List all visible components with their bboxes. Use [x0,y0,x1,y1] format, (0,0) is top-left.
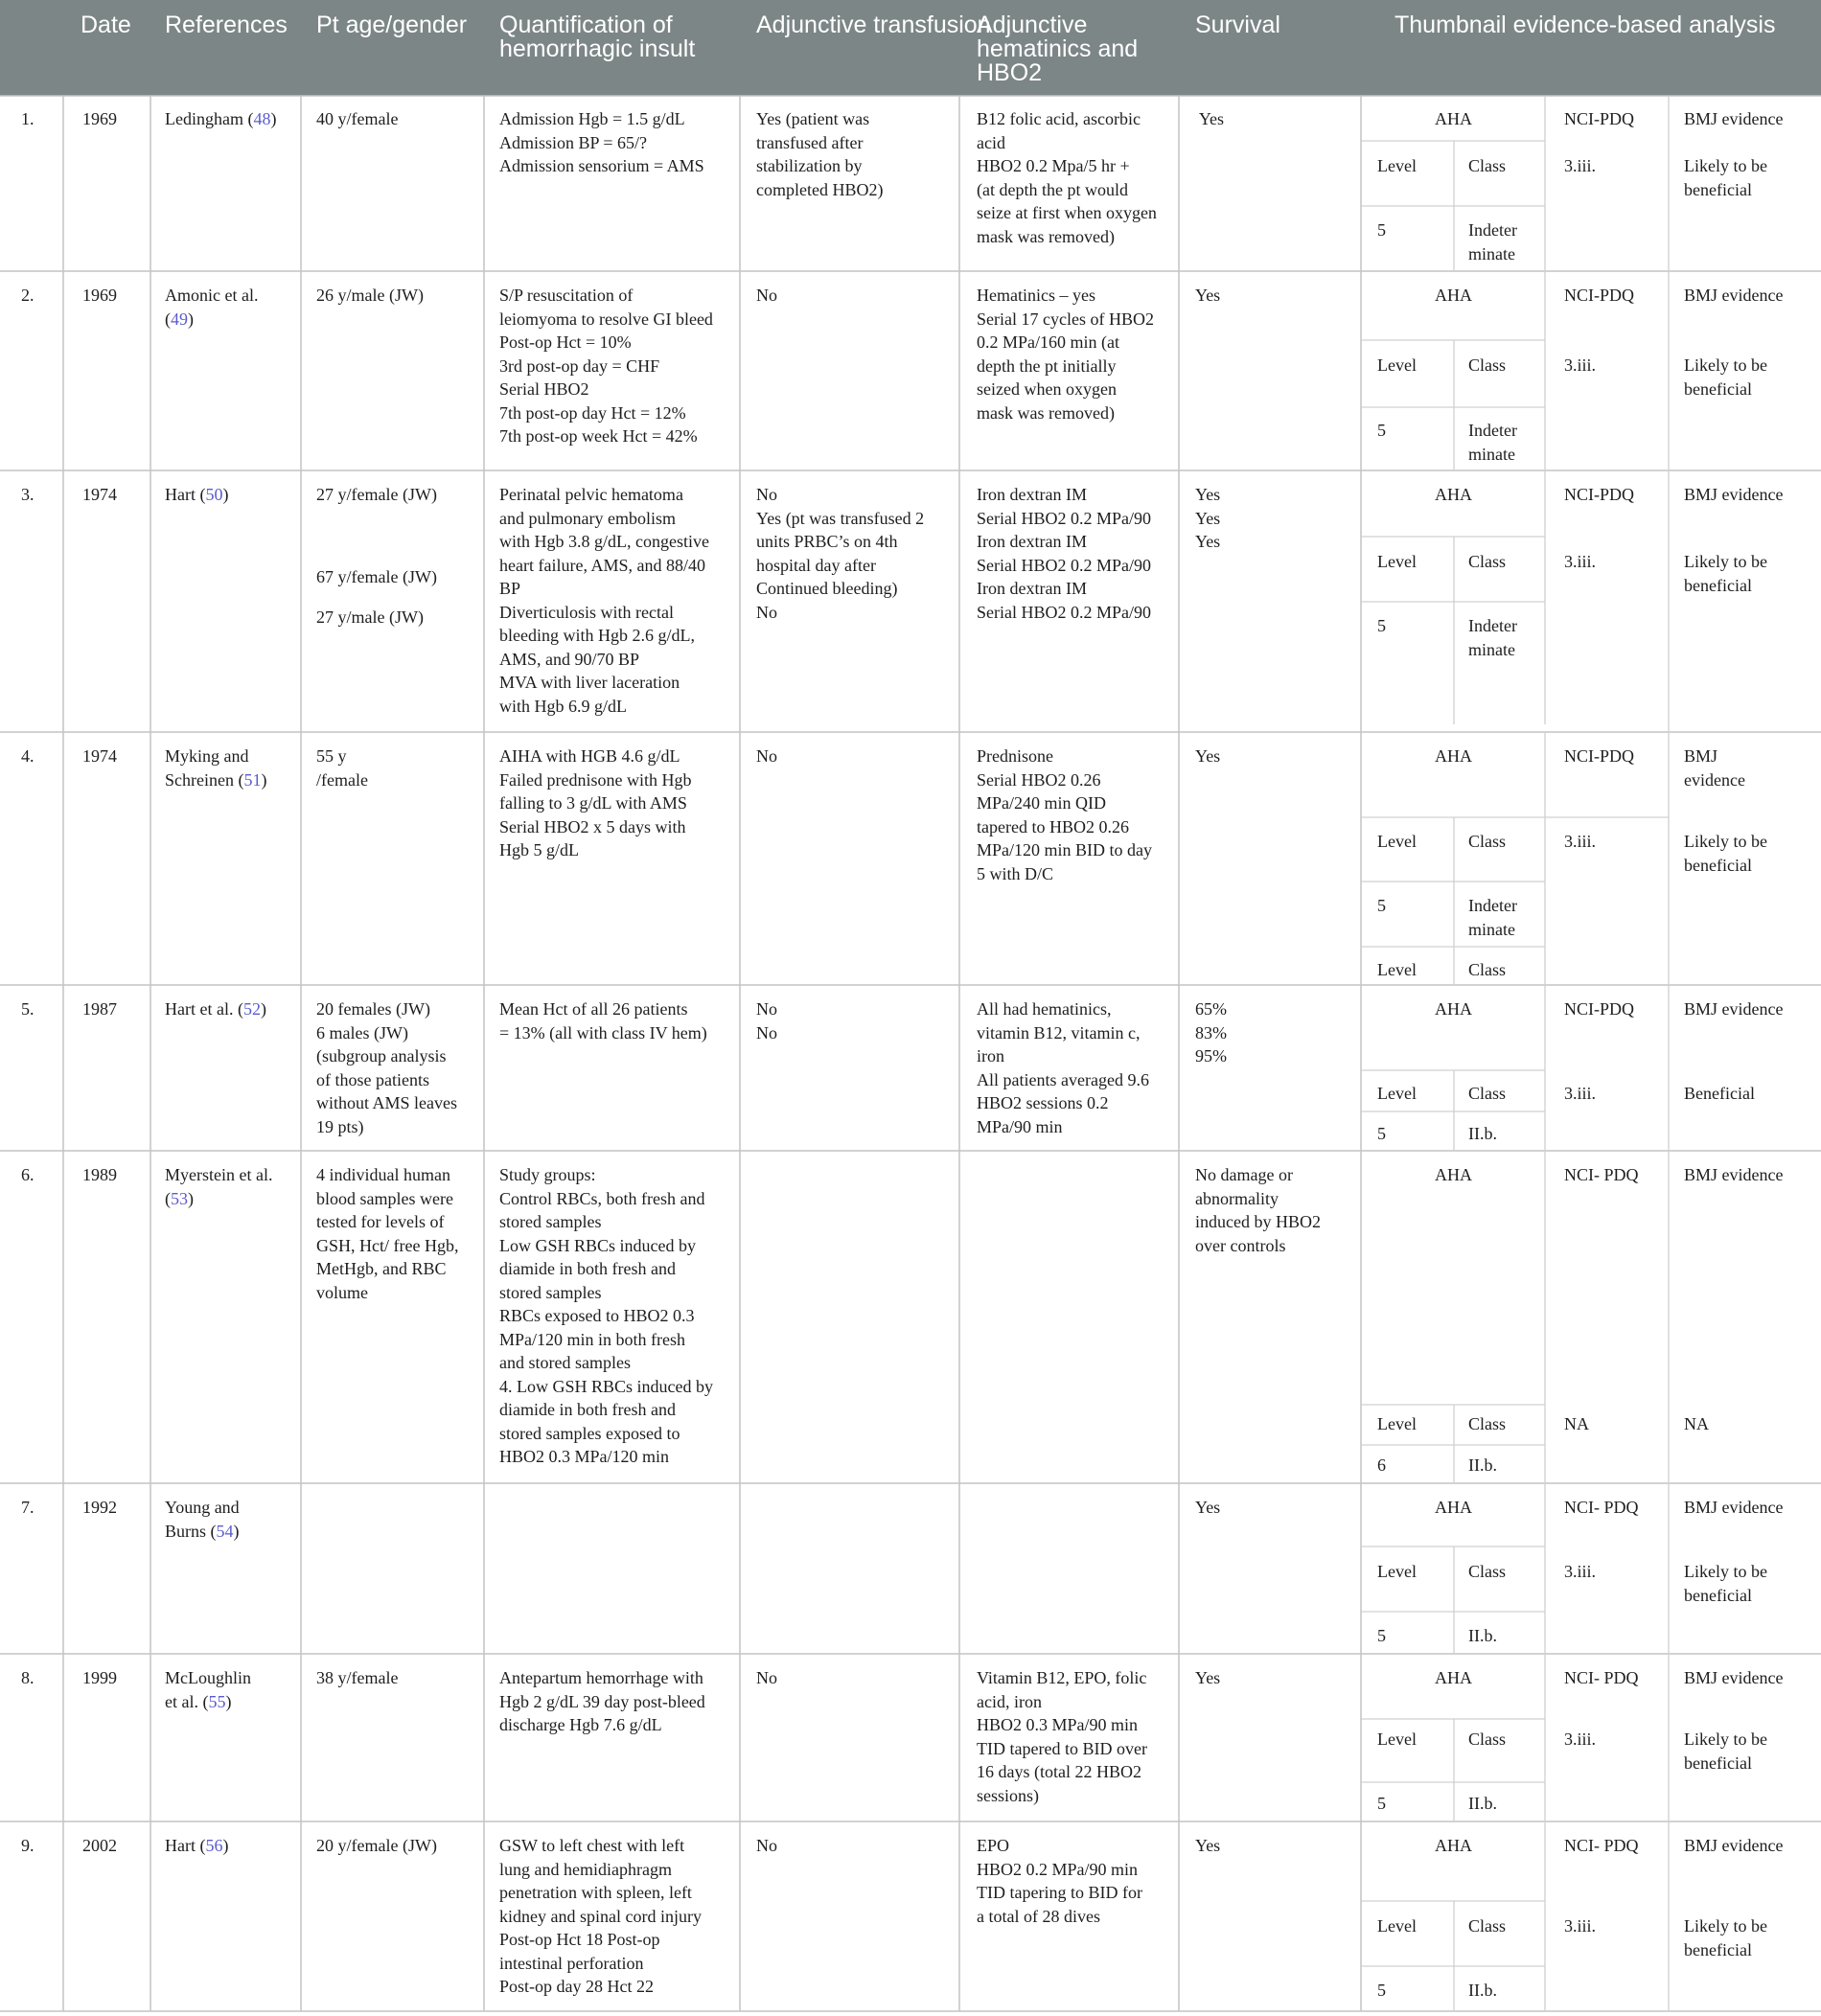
aha-label: AHA [1435,1836,1472,1855]
row-quantification: Antepartum hemorrhage with Hgb 2 g/dL 39 day post-bleed discharge Hgb 7.6 g/dL [499,1668,705,1734]
class-label: Class [1468,1730,1507,1749]
reference-link[interactable]: 48 [253,109,271,128]
row-pt-age-gender: 20 y/female (JW) [316,1836,437,1855]
row-date: 1992 [82,1498,117,1517]
level-label: Level [1377,832,1417,851]
row-reference: Amonic et al. (49) [165,286,259,329]
row-number: 4. [21,746,35,766]
reference-link[interactable]: 56 [205,1836,223,1855]
row-date: 1999 [82,1668,117,1687]
aha-label: AHA [1435,286,1472,305]
aha-label: AHA [1435,746,1472,766]
header-adjunctive-transfusion: Adjunctive transfusion [756,11,991,38]
row-pt-age-gender: 38 y/female [316,1668,399,1687]
row-quantification: Mean Hct of all 26 patients = 13% (all with class IV hem) [499,999,707,1042]
row-hematinics: All had hematinics, vitamin B12, vitamin c, iron All patients averaged 9.6 HBO2 sessions 0.2 MPa/90 min [977,999,1149,1136]
row-quantification: Admission Hgb = 1.5 g/dL Admission BP = 65/? Admission sensorium = AMS [499,109,704,175]
nci-pdq-label: NCI-PDQ [1564,485,1635,504]
row-transfusion: No [756,286,777,305]
bmj-evidence-label: BMJ evidence [1684,746,1745,790]
row-reference: Hart (50) [165,485,229,504]
bmj-evidence-value: NA [1684,1414,1709,1433]
row-reference: McLoughlin et al. (55) [165,1668,251,1711]
row-pt-age-gender: 4 individual human blood samples were tested for levels of GSH, Hct/ free Hgb, MetHgb, and RBC volume [316,1165,459,1302]
header-thumbnail-analysis: Thumbnail evidence-based analysis [1395,11,1776,38]
bmj-evidence-label: BMJ evidence [1684,286,1784,305]
row-number: 3. [21,485,35,504]
row-transfusion: No [756,1836,777,1855]
level-label: Level [1377,960,1417,979]
row-number: 1. [21,109,35,128]
bmj-evidence-value: Beneficial [1684,1084,1755,1103]
row-transfusion: No [756,746,777,766]
class-value: Indeter minate [1468,896,1517,939]
nci-pdq-label: NCI-PDQ [1564,746,1635,766]
aha-label: AHA [1435,1668,1472,1687]
class-value: II.b. [1468,1626,1497,1645]
row-quantification: GSW to left chest with left lung and hemidiaphragm penetration with spleen, left kidney and spinal cord injury Post-op Hct 18 Post-op intestinal perforation Post-op day 28 Hct 22 [499,1836,702,1996]
row-quantification: S/P resuscitation of leiomyoma to resolve GI bleed Post-op Hct = 10% 3rd post-op day = CHF Serial HBO2 7th post-op day Hct = 12% 7th post-op week Hct = 42% [499,286,713,446]
level-label: Level [1377,1414,1417,1433]
row-survival: Yes [1195,1836,1221,1855]
row-transfusion: No [756,1668,777,1687]
row-date: 1974 [82,746,117,766]
row-reference: Hart (56) [165,1836,229,1855]
nci-pdq-label: NCI- PDQ [1564,1165,1639,1184]
nci-pdq-value: 3.iii. [1564,156,1597,175]
row-number: 6. [21,1165,35,1184]
class-value: Indeter minate [1468,220,1517,263]
aha-label: AHA [1435,1165,1472,1184]
reference-link[interactable]: 49 [171,309,188,329]
row-transfusion: No Yes (pt was transfused 2 units PRBC’s on 4th hospital day after Continued bleeding) No [756,485,925,622]
header-references: References [165,11,288,38]
row-hematinics: Hematinics – yes Serial 17 cycles of HBO2 0.2 MPa/160 min (at depth the pt initially seized when oxygen mask was removed) [977,286,1154,423]
row-pt-age-gender: 26 y/male (JW) [316,286,424,305]
row-pt-age-gender: 20 females (JW) 6 males (JW) (subgroup analysis of those patients without AMS leaves 19 pts) [316,999,457,1136]
aha-label: AHA [1435,1498,1472,1517]
header-quantification: Quantification of hemorrhagic insult [499,11,696,62]
nci-pdq-value: 3.iii. [1564,552,1597,571]
class-label: Class [1468,1414,1507,1433]
reference-link[interactable]: 54 [216,1521,234,1541]
level-label: Level [1377,1916,1417,1936]
row-number: 9. [21,1836,35,1855]
level-value: 6 [1377,1455,1386,1475]
class-label: Class [1468,1916,1507,1936]
row-date: 1989 [82,1165,117,1184]
row-date: 1987 [82,999,117,1019]
bmj-evidence-label: BMJ evidence [1684,109,1784,128]
reference-link[interactable]: 53 [171,1188,188,1208]
header-adjunctive-hematinics: Adjunctive hematinics and HBO2 [977,11,1139,86]
row-reference: Hart et al. (52) [165,999,266,1019]
row-survival: 65% 83% 95% [1195,999,1227,1065]
row-number: 2. [21,286,35,305]
bmj-evidence-label: BMJ evidence [1684,485,1784,504]
class-value: Indeter minate [1468,421,1517,464]
row-hematinics: B12 folic acid, ascorbic acid HBO2 0.2 Mpa/5 hr + (at depth the pt would seize at first when oxygen mask was removed) [977,109,1157,246]
row-survival: Yes [1195,286,1221,305]
row-pt-age-gender: 55 y /female [316,746,368,790]
nci-pdq-label: NCI- PDQ [1564,1836,1639,1855]
nci-pdq-value: 3.iii. [1564,832,1597,851]
row-survival: No damage or abnormality induced by HBO2 over controls [1195,1165,1321,1255]
nci-pdq-value: NA [1564,1414,1589,1433]
row-number: 8. [21,1668,35,1687]
nci-pdq-value: 3.iii. [1564,1916,1597,1936]
row-survival: Yes [1195,1498,1221,1517]
row-quantification: Study groups: Control RBCs, both fresh and stored samples Low GSH RBCs induced by diamide in both fresh and stored samples RBCs exposed to HBO2 0.3 MPa/120 min in both fresh and stored samples 4. Low GSH RBCs induced by diamide in both fresh and stored samples exposed to HBO2 0.3 MPa/120 min [499,1165,714,1466]
nci-pdq-label: NCI- PDQ [1564,1668,1639,1687]
nci-pdq-label: NCI-PDQ [1564,286,1635,305]
row-hematinics: Prednisone Serial HBO2 0.26 MPa/240 min QID tapered to HBO2 0.26 MPa/120 min BID to day 5 with D/C [977,746,1152,883]
bmj-evidence-value: Likely to be beneficial [1684,832,1767,875]
nci-pdq-value: 3.iii. [1564,1562,1597,1581]
level-value: 5 [1377,421,1386,440]
row-survival: Yes Yes Yes [1195,485,1221,551]
bmj-evidence-value: Likely to be beneficial [1684,552,1767,595]
header-survival: Survival [1195,11,1280,38]
class-value: II.b. [1468,1981,1497,2000]
class-label: Class [1468,832,1507,851]
level-value: 5 [1377,1626,1386,1645]
nci-pdq-label: NCI-PDQ [1564,109,1635,128]
row-hematinics: Iron dextran IM Serial HBO2 0.2 MPa/90 Iron dextran IM Serial HBO2 0.2 MPa/90 Iron dextran IM Serial HBO2 0.2 MPa/90 [977,485,1151,622]
class-value: Indeter minate [1468,616,1517,659]
nci-pdq-label: NCI- PDQ [1564,1498,1639,1517]
level-value: 5 [1377,1794,1386,1813]
row-pt-age-gender: 27 y/male (JW) [316,607,424,627]
reference-link[interactable]: 55 [208,1691,226,1711]
level-value: 5 [1377,220,1386,240]
bmj-evidence-label: BMJ evidence [1684,1668,1784,1687]
reference-link[interactable]: 51 [243,769,262,790]
class-label: Class [1468,355,1507,375]
row-hematinics: Vitamin B12, EPO, folic acid, iron HBO2 0.3 MPa/90 min TID tapered to BID over 16 days (total 22 HBO2 sessions) [977,1668,1147,1805]
nci-pdq-value: 3.iii. [1564,1084,1597,1103]
bmj-evidence-value: Likely to be beneficial [1684,355,1767,399]
bmj-evidence-label: BMJ evidence [1684,999,1784,1019]
row-number: 7. [21,1498,35,1517]
aha-label: AHA [1435,485,1472,504]
level-label: Level [1377,355,1417,375]
class-label: Class [1468,1084,1507,1103]
level-value: 5 [1377,896,1386,915]
level-label: Level [1377,156,1417,175]
level-value: 5 [1377,1981,1386,2000]
bmj-evidence-value: Likely to be beneficial [1684,1562,1767,1605]
row-survival: Yes [1195,1668,1221,1687]
class-label: Class [1468,960,1507,979]
row-pt-age-gender: 27 y/female (JW) [316,485,437,504]
level-label: Level [1377,552,1417,571]
row-date: 1969 [82,286,117,305]
class-label: Class [1468,1562,1507,1581]
aha-label: AHA [1435,999,1472,1019]
bmj-evidence-label: BMJ evidence [1684,1498,1784,1517]
nci-pdq-value: 3.iii. [1564,355,1597,375]
row-survival: Yes [1195,109,1225,128]
header-date: Date [81,11,131,38]
reference-link[interactable]: 52 [242,999,261,1019]
row-reference: Myerstein et al. (53) [165,1165,273,1208]
level-value: 5 [1377,616,1386,635]
row-reference: Young and Burns (54) [165,1498,240,1541]
level-label: Level [1377,1730,1417,1749]
class-label: Class [1468,156,1507,175]
row-pt-age-gender: 67 y/female (JW) [316,567,437,586]
header-pt-age-gender: Pt age/gender [316,11,468,38]
nci-pdq-label: NCI-PDQ [1564,999,1635,1019]
row-survival: Yes [1195,746,1221,766]
row-transfusion: Yes (patient was transfused after stabilization by completed HBO2) [756,109,884,199]
row-date: 1974 [82,485,117,504]
row-date: 1969 [82,109,117,128]
row-pt-age-gender: 40 y/female [316,109,399,128]
row-number: 5. [21,999,35,1019]
bmj-evidence-value: Likely to be beneficial [1684,1916,1767,1959]
row-hematinics: EPO HBO2 0.2 MPa/90 min TID tapering to BID for a total of 28 dives [977,1836,1142,1926]
row-quantification: AIHA with HGB 4.6 g/dL Failed prednisone with Hgb falling to 3 g/dL with AMS Serial HBO2 x 5 days with Hgb 5 g/dL [499,746,692,859]
class-value: II.b. [1468,1455,1497,1475]
bmj-evidence-value: Likely to be beneficial [1684,156,1767,199]
bmj-evidence-value: Likely to be beneficial [1684,1730,1767,1773]
level-label: Level [1377,1562,1417,1581]
row-date: 2002 [82,1836,117,1855]
row-reference: Myking and Schreinen (51) [165,746,267,790]
row-reference: Ledingham (48) [165,109,277,128]
aha-label: AHA [1435,109,1472,128]
nci-pdq-value: 3.iii. [1564,1730,1597,1749]
bmj-evidence-label: BMJ evidence [1684,1165,1784,1184]
class-value: II.b. [1468,1794,1497,1813]
row-quantification: Perinatal pelvic hematoma and pulmonary embolism with Hgb 3.8 g/dL, congestive heart failure, AMS, and 88/40 BP Diverticulosis with rectal bleeding with Hgb 2.6 g/dL, AMS, and 90/70 BP MVA with liver laceration with Hgb 6.9 g/dL [499,485,709,716]
level-value: 5 [1377,1124,1386,1143]
class-label: Class [1468,552,1507,571]
level-label: Level [1377,1084,1417,1103]
bmj-evidence-label: BMJ evidence [1684,1836,1784,1855]
reference-link[interactable]: 50 [205,485,223,504]
class-value: II.b. [1468,1124,1497,1143]
row-transfusion: No No [756,999,777,1042]
